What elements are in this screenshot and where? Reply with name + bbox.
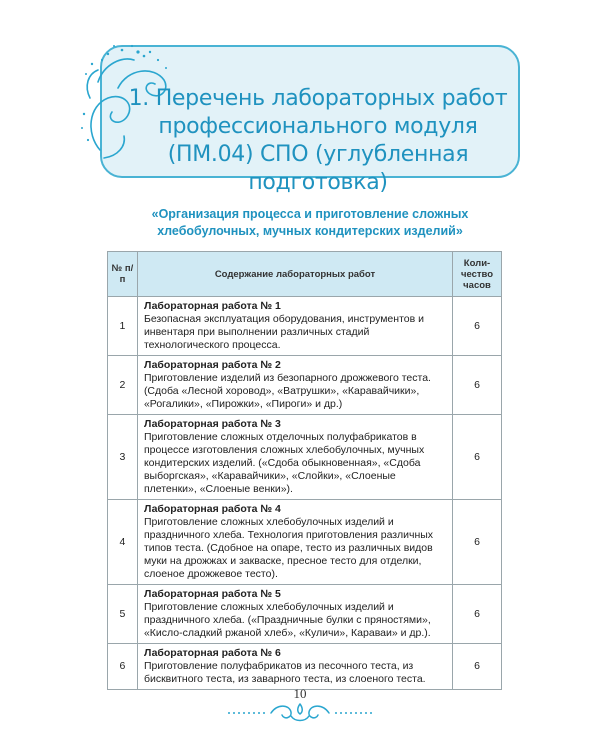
row-number: 1: [108, 297, 138, 356]
table-header-row: [108, 252, 502, 297]
row-content: [137, 585, 452, 644]
row-content: [137, 297, 452, 356]
lab-works-table: [107, 251, 502, 690]
lab-title: Лабораторная работа № 4: [143, 503, 281, 515]
lab-description: Безопасная эксплуатация оборудования, инструментов и инвентаря при выполнении различных стадий технологического процесса.: [143, 313, 424, 351]
row-hours: 6: [453, 585, 502, 644]
table-row: [108, 500, 502, 585]
lab-title: Лабораторная работа № 5: [143, 588, 281, 600]
column-header-hours: Коли-чество часов: [453, 252, 502, 297]
row-hours: 6: [453, 644, 502, 690]
column-header-num: № п/п: [108, 252, 138, 297]
table-row: [108, 585, 502, 644]
row-content: [137, 644, 452, 690]
table-row: [108, 415, 502, 500]
table-row: [108, 297, 502, 356]
row-number: 5: [108, 585, 138, 644]
row-number: 3: [108, 415, 138, 500]
table-row: [108, 644, 502, 690]
row-hours: 6: [453, 356, 502, 415]
row-hours: 6: [453, 415, 502, 500]
table-row: [108, 356, 502, 415]
lab-title: Лабораторная работа № 3: [143, 418, 281, 430]
row-number: 2: [108, 356, 138, 415]
lab-title: Лабораторная работа № 2: [143, 359, 281, 371]
lab-title: Лабораторная работа № 1: [143, 300, 281, 312]
row-content: [137, 415, 452, 500]
lab-description: Приготовление сложных отделочных полуфабрикатов в процессе изготовления сложных хлебобулочных, мучных кондитерских изделий. («Сдоба обыкновенная», «Сдоба выборгская», «Каравайчики», «Слойки», «Слоеные плетенки», «Слоеные венки»).: [143, 431, 425, 495]
page-number: 10: [293, 686, 307, 701]
row-content: [137, 500, 452, 585]
row-number: 4: [108, 500, 138, 585]
row-number: 6: [108, 644, 138, 690]
page-title: 1. Перечень лабораторных работ профессионального модуля (ПМ.04) СПО (углубленная подготовка): [128, 86, 508, 195]
column-header-content: Содержание лабораторных работ: [137, 252, 452, 297]
lab-description: Приготовление полуфабрикатов из песочного теста, из бисквитного теста, из заварного теста, из слоеного теста.: [143, 660, 426, 685]
row-hours: 6: [453, 500, 502, 585]
lab-description: Приготовление изделий из безопарного дрожжевого теста. (Сдоба «Лесной хоровод», «Ватрушки», «Каравайчики», «Рогалики», «Пирожки», «Пироги» и др.): [143, 372, 431, 410]
module-subtitle: «Организация процесса и приготовление сложных хлебобулочных, мучных кондитерских изделий»: [151, 207, 469, 238]
lab-description: Приготовление сложных хлебобулочных изделий и праздничного хлеба. («Праздничные булки с пряностями», «Кисло-сладкий ржаной хлеб», «Куличи», Караваи» и др.).: [143, 601, 431, 639]
lab-title: Лабораторная работа № 6: [143, 647, 281, 659]
lab-description: Приготовление сложных хлебобулочных изделий и праздничного хлеба. Технология приготовления различных типов теста. (Сдобное на опаре, тесто из различных видов муки на дрожжах и закваске, пресное тесто для отделки, слоеное дрожжевое тесто).: [143, 516, 434, 580]
row-hours: 6: [453, 297, 502, 356]
row-content: [137, 356, 452, 415]
dotted-swirl-ornament-icon: [225, 700, 375, 726]
